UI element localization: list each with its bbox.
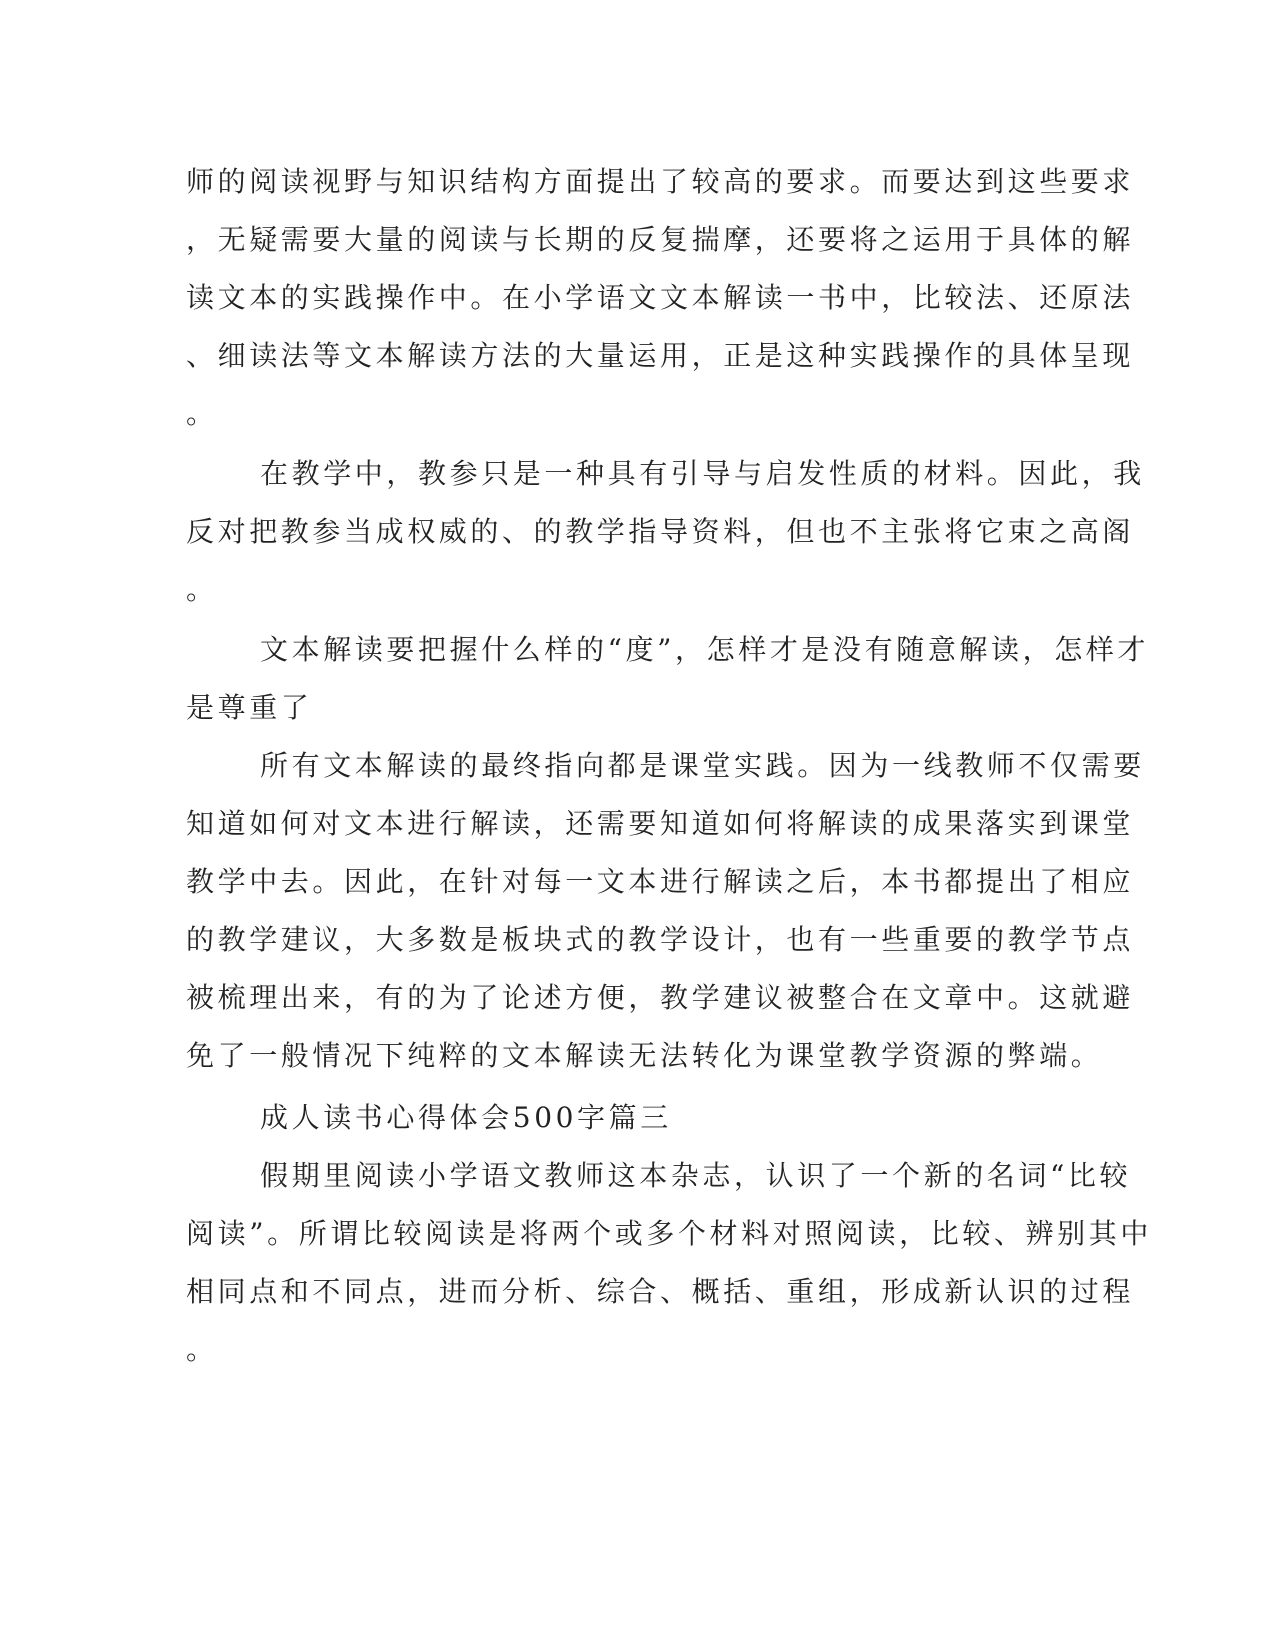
text-line: 读文本的实践操作中。在小学语文文本解读一书中，比较法、还原法 bbox=[186, 281, 1135, 314]
paragraph-first-line: 在教学中，教参只是一种具有引导与启发性质的材料。因此，我 bbox=[260, 457, 1145, 490]
paragraph-first-line: 文本解读要把握什么样的“度”，怎样才是没有随意解读，怎样才 bbox=[260, 633, 1150, 666]
text-line: 。 bbox=[186, 573, 218, 606]
text-line: 被梳理出来，有的为了论述方便，教学建议被整合在文章中。这就避 bbox=[186, 981, 1135, 1014]
paragraph-first-line: 所有文本解读的最终指向都是课堂实践。因为一线教师不仅需要 bbox=[260, 749, 1145, 782]
text-line: 知道如何对文本进行解读，还需要知道如何将解读的成果落实到课堂 bbox=[186, 807, 1135, 840]
text-line: 师的阅读视野与知识结构方面提出了较高的要求。而要达到这些要求 bbox=[186, 165, 1135, 198]
text-line: 相同点和不同点，进而分析、综合、概括、重组，形成新认识的过程 bbox=[186, 1275, 1135, 1308]
text-line: 是尊重了 bbox=[186, 691, 313, 724]
text-line: 。 bbox=[186, 1333, 218, 1366]
text-line: 。 bbox=[186, 397, 218, 430]
text-line: 、细读法等文本解读方法的大量运用，正是这种实践操作的具体呈现 bbox=[186, 339, 1135, 372]
text-line: 反对把教参当成权威的、的教学指导资料，但也不主张将它束之高阁 bbox=[186, 515, 1135, 548]
text-line: 教学中去。因此，在针对每一文本进行解读之后，本书都提出了相应 bbox=[186, 865, 1135, 898]
text-line: ，无疑需要大量的阅读与长期的反复揣摩，还要将之运用于具体的解 bbox=[186, 223, 1135, 256]
text-line: 阅读”。所谓比较阅读是将两个或多个材料对照阅读，比较、辨别其中 bbox=[186, 1217, 1152, 1250]
paragraph-first-line: 假期里阅读小学语文教师这本杂志，认识了一个新的名词“比较 bbox=[260, 1159, 1132, 1192]
text-line: 免了一般情况下纯粹的文本解读无法转化为课堂教学资源的弊端。 bbox=[186, 1039, 1103, 1072]
text-line: 的教学建议，大多数是板块式的教学设计，也有一些重要的教学节点 bbox=[186, 923, 1135, 956]
section-heading: 成人读书心得体会500字篇三 bbox=[260, 1101, 672, 1134]
